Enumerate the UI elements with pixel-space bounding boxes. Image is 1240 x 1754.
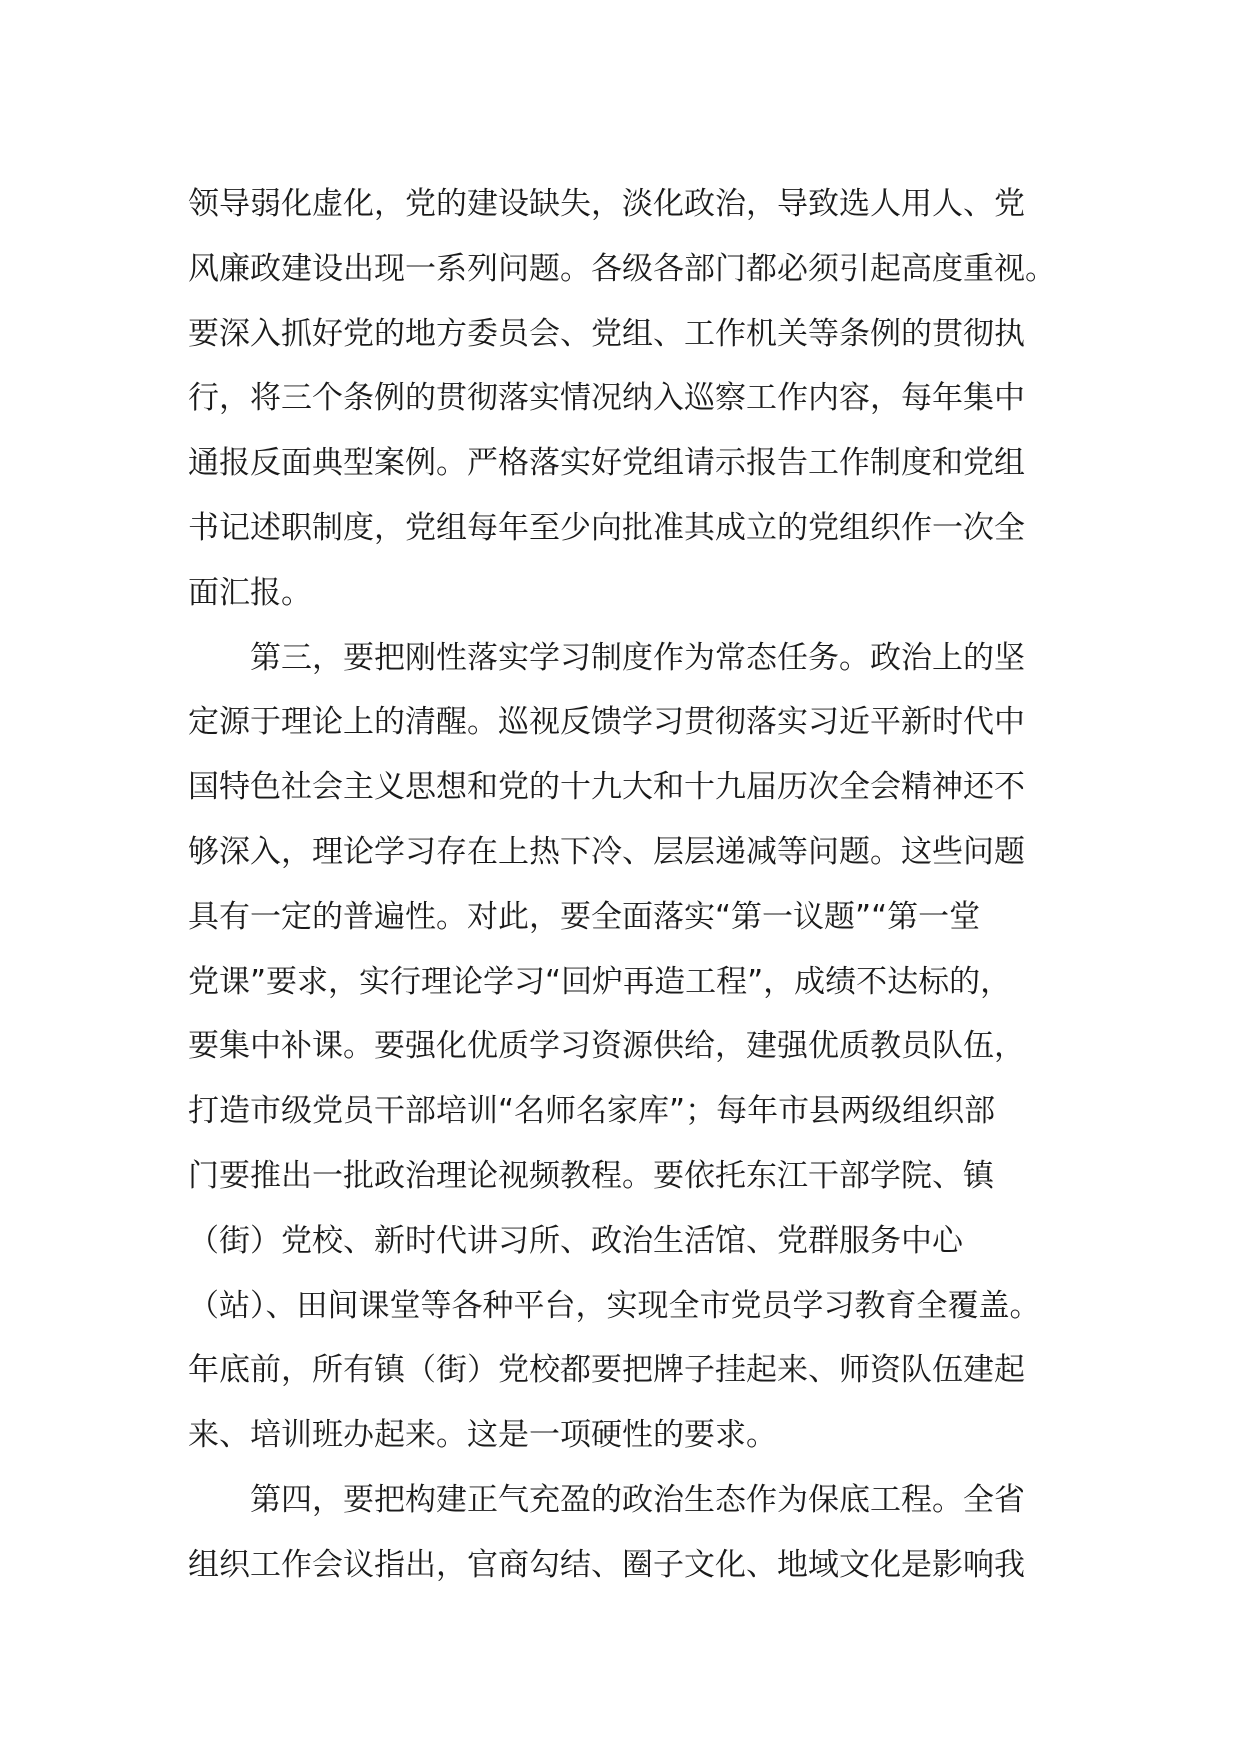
document-body <box>188 172 1088 1598</box>
text-line: 年底前，所有镇（街）党校都要把牌子挂起来、师资队伍建起 <box>188 1352 1025 1389</box>
text-line: 来、培训班办起来。这是一项硬性的要求。 <box>188 1417 777 1454</box>
text-line: 党课”要求，实行理论学习“回炉再造工程”，成绩不达标的， <box>188 963 1012 1000</box>
text-line: 领导弱化虚化，党的建设缺失，淡化政治，导致选人用人、党 <box>188 186 1025 222</box>
text-line: 组织工作会议指出，官商勾结、圈子文化、地域文化是影响我 <box>188 1546 1025 1583</box>
text-line: 打造市级党员干部培训“名师名家库”；每年市县两级组织部 <box>188 1093 996 1130</box>
text-line: 通报反面典型案例。严格落实好党组请示报告工作制度和党组 <box>188 445 1025 482</box>
text-line: 书记述职制度，党组每年至少向批准其成立的党组织作一次全 <box>188 509 1025 546</box>
text-line: 行，将三个条例的贯彻落实情况纳入巡察工作内容，每年集中 <box>188 380 1025 417</box>
text-line: 第三，要把刚性落实学习制度作为常态任务。政治上的坚 <box>250 639 1025 676</box>
text-line: 风廉政建设出现一系列问题。各级各部门都必须引起高度重视。 <box>188 250 1056 287</box>
text-line: 够深入，理论学习存在上热下冷、层层递减等问题。这些问题 <box>188 833 1025 870</box>
text-line: 要深入抓好党的地方委员会、党组、工作机关等条例的贯彻执 <box>188 315 1025 352</box>
text-line: 面汇报。 <box>188 574 312 611</box>
text-line: 第四，要把构建正气充盈的政治生态作为保底工程。全省 <box>250 1481 1025 1518</box>
text-line: 国特色社会主义思想和党的十九大和十九届历次全会精神还不 <box>188 769 1025 806</box>
text-line: （站）、田间课堂等各种平台，实现全市党员学习教育全覆盖。 <box>188 1287 1041 1324</box>
text-line: 具有一定的普遍性。对此，要全面落实“第一议题”“第一堂 <box>188 898 981 935</box>
text-line: 定源于理论上的清醒。巡视反馈学习贯彻落实习近平新时代中 <box>188 704 1025 741</box>
text-line: （街）党校、新时代讲习所、政治生活馆、党群服务中心 <box>188 1222 963 1259</box>
text-line: 门要推出一批政治理论视频教程。要依托东江干部学院、镇 <box>188 1157 994 1194</box>
text-line: 要集中补课。要强化优质学习资源供给，建强优质教员队伍， <box>188 1028 1025 1065</box>
